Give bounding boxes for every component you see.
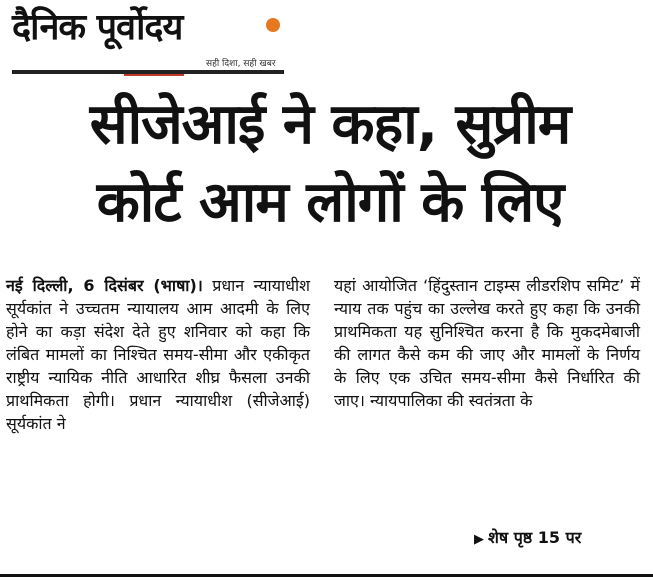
masthead-dot-icon (266, 18, 280, 32)
masthead-accent-rule (124, 74, 184, 76)
continued-label: शेष पृष्ठ 15 पर (488, 528, 582, 547)
article-column-left (6, 274, 310, 435)
headline-line-1: सीजेआई ने कहा, सुप्रीम (89, 92, 571, 157)
triangle-right-icon: ▶ (474, 532, 484, 547)
newspaper-tagline: सही दिशा, सही खबर (206, 59, 276, 69)
newspaper-name: दैनिक पूर्वोदय (12, 7, 183, 48)
continued-notice (474, 526, 581, 548)
article-column-right (334, 274, 640, 412)
article-text-left: प्रधान न्यायाधीश सूर्यकांत ने उच्चतम न्यायालय आम आदमी के लिए होने का कड़ा संदेश देते हुए शनिवार को कहा कि लंबित मामलों का निश्चित समय-सीमा और एकीकृत राष्ट्रीय न्यायिक नीति आधारित शीघ्र फैसला उनकी प्राथमिकता होगी। प्रधान न्यायाधीश (सीजेआई) सूर्यकांत ने (6, 276, 310, 433)
article-text-right: यहां आयोजित ‘हिंदुस्तान टाइम्स लीडरशिप समिट’ में न्याय तक पहुंच का उल्लेख करते हुए कहा कि उनकी प्राथमिकता यह सुनिश्चित करना है कि मुकदमेबाजी की लागत कैसे कम की जाए और मामलों के निर्णय के लिए एक उचित समय-सीमा कैसे निर्धारित की जाए। न्यायपालिका की स्वतंत्रता के (334, 276, 640, 410)
dateline: नई दिल्ली, 6 दिसंबर (भाषा)। (6, 276, 203, 295)
bottom-rule (0, 574, 653, 577)
masthead (12, 6, 284, 76)
headline-line-2: कोर्ट आम लोगों के लिए (96, 170, 564, 235)
headline (10, 86, 650, 242)
